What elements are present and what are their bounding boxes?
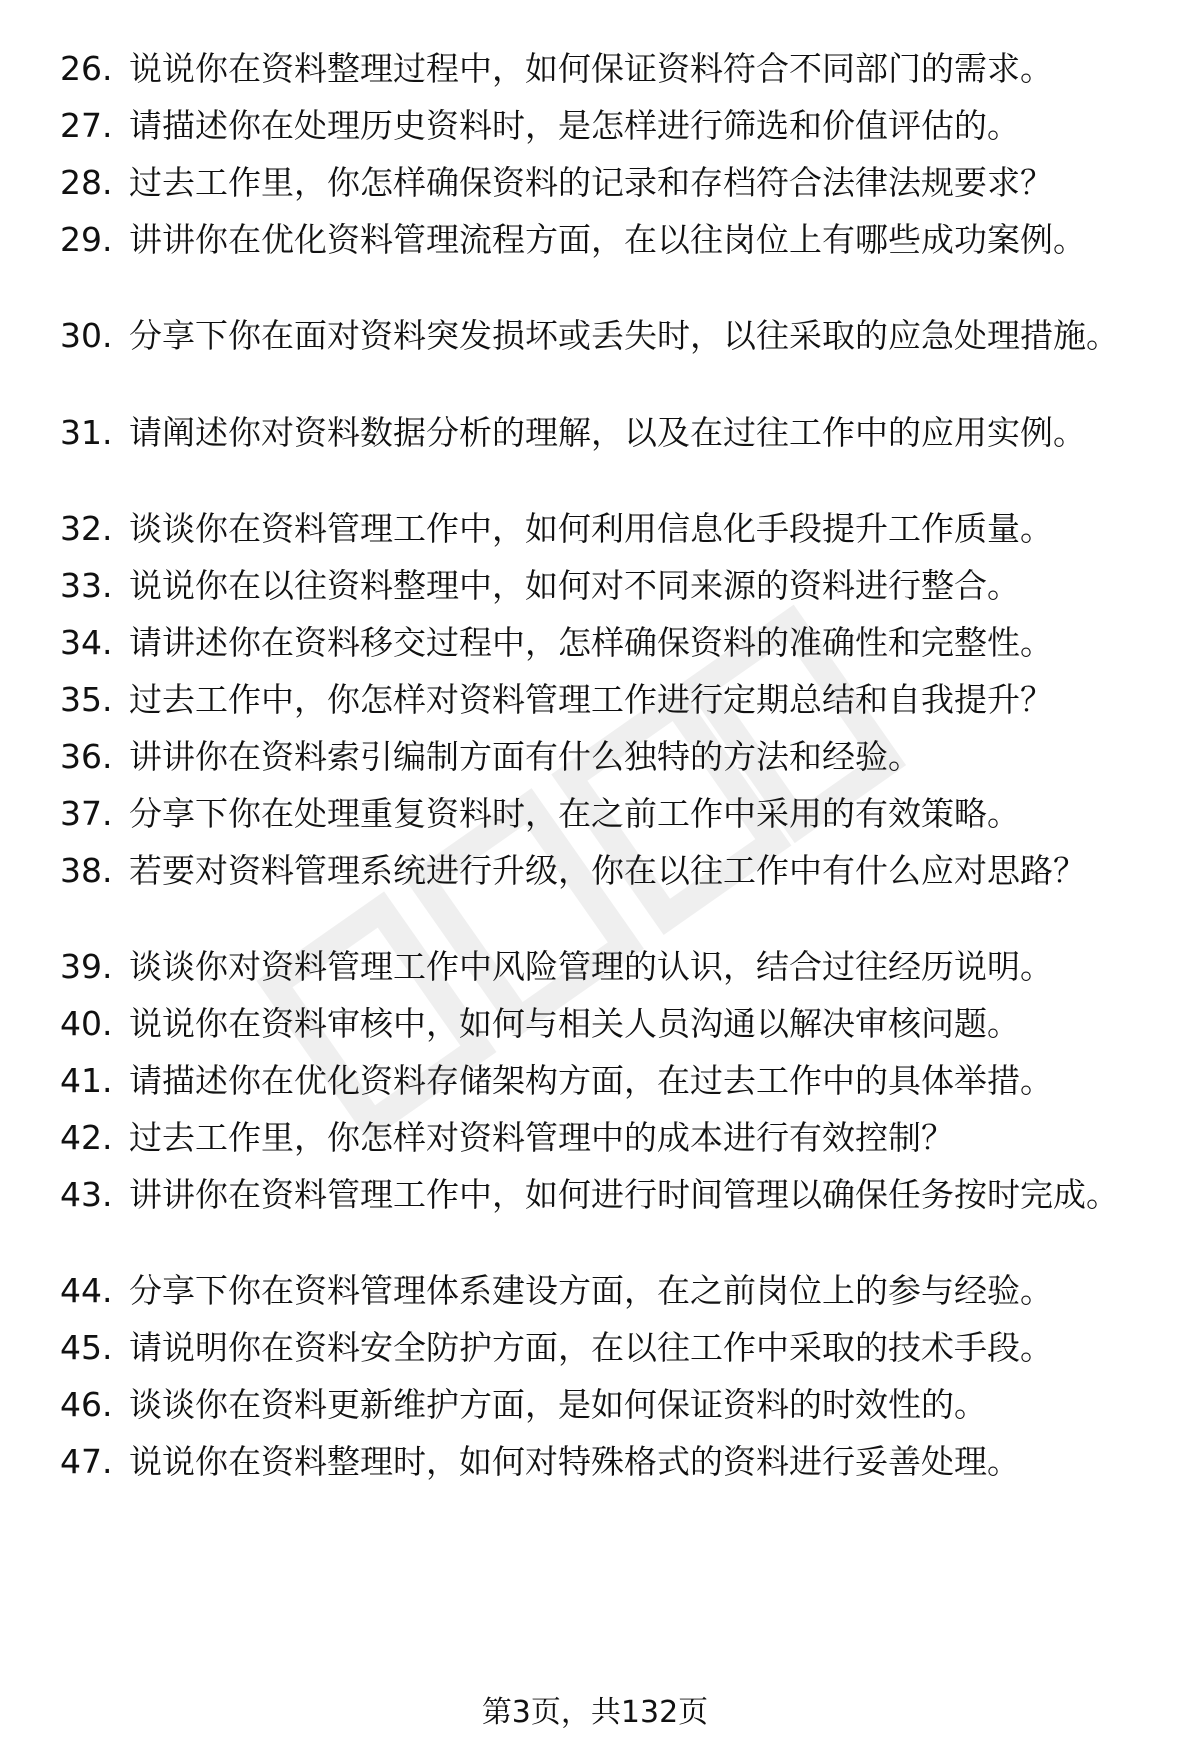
question-text: 讲讲你在优化资料管理流程方面，在以往岗位上有哪些成功案例。: [129, 220, 1086, 259]
question-text: 说说你在资料审核中，如何与相关人员沟通以解决审核问题。: [129, 1004, 1020, 1043]
question-number: 41.: [60, 1061, 113, 1100]
question-text: 请说明你在资料安全防护方面，在以往工作中采取的技术手段。: [129, 1328, 1053, 1367]
question-text: 分享下你在面对资料突发损坏或丢失时，以往采取的应急处理措施。: [129, 316, 1119, 355]
question-number: 43.: [60, 1175, 113, 1214]
question-item: [60, 162, 1150, 204]
question-number: 34.: [60, 623, 113, 662]
question-text: 谈谈你对资料管理工作中风险管理的认识，结合过往经历说明。: [129, 947, 1053, 986]
question-number: 30.: [60, 316, 113, 355]
question-item: [60, 1003, 1150, 1045]
question-item: [60, 315, 1150, 357]
question-text: 讲讲你在资料管理工作中，如何进行时间管理以确保任务按时完成。: [129, 1175, 1119, 1214]
question-number: 28.: [60, 163, 113, 202]
question-text: 说说你在资料整理过程中，如何保证资料符合不同部门的需求。: [129, 49, 1053, 88]
question-item: [60, 850, 1150, 892]
question-number: 44.: [60, 1271, 113, 1310]
question-number: 46.: [60, 1385, 113, 1424]
question-number: 29.: [60, 220, 113, 259]
question-item: [60, 736, 1150, 778]
question-item: [60, 1327, 1150, 1369]
question-number: 47.: [60, 1442, 113, 1481]
question-number: 35.: [60, 680, 113, 719]
question-number: 38.: [60, 851, 113, 890]
question-number: 42.: [60, 1118, 113, 1157]
question-item: [60, 1384, 1150, 1426]
question-text: 请阐述你对资料数据分析的理解，以及在过往工作中的应用实例。: [129, 413, 1086, 452]
question-item: [60, 1060, 1150, 1102]
question-number: 26.: [60, 49, 113, 88]
question-item: [60, 48, 1150, 90]
question-item: [60, 508, 1150, 550]
question-item: [60, 946, 1150, 988]
question-text: 请描述你在处理历史资料时，是怎样进行筛选和价值评估的。: [129, 106, 1020, 145]
question-text: 说说你在资料整理时，如何对特殊格式的资料进行妥善处理。: [129, 1442, 1020, 1481]
question-text: 讲讲你在资料索引编制方面有什么独特的方法和经验。: [129, 737, 921, 776]
question-text: 分享下你在资料管理体系建设方面，在之前岗位上的参与经验。: [129, 1271, 1053, 1310]
question-item: [60, 679, 1150, 721]
question-number: 32.: [60, 509, 113, 548]
question-text: 过去工作中，你怎样对资料管理工作进行定期总结和自我提升？: [129, 680, 1053, 719]
question-text: 请描述你在优化资料存储架构方面，在过去工作中的具体举措。: [129, 1061, 1053, 1100]
question-text: 谈谈你在资料更新维护方面，是如何保证资料的时效性的。: [129, 1385, 987, 1424]
question-item: [60, 1270, 1150, 1312]
question-item: [60, 1174, 1150, 1216]
question-text: 过去工作里，你怎样确保资料的记录和存档符合法律法规要求？: [129, 163, 1053, 202]
question-item: [60, 219, 1150, 261]
question-number: 37.: [60, 794, 113, 833]
question-text: 分享下你在处理重复资料时，在之前工作中采用的有效策略。: [129, 794, 1020, 833]
question-number: 33.: [60, 566, 113, 605]
page-number-footer: 第3页，共132页: [481, 1695, 709, 1730]
question-text: 请讲述你在资料移交过程中，怎样确保资料的准确性和完整性。: [129, 623, 1053, 662]
question-item: [60, 793, 1150, 835]
question-item: [60, 1117, 1150, 1159]
question-item: [60, 105, 1150, 147]
question-text: 说说你在以往资料整理中，如何对不同来源的资料进行整合。: [129, 566, 1020, 605]
question-number: 39.: [60, 947, 113, 986]
question-number: 36.: [60, 737, 113, 776]
question-number: 27.: [60, 106, 113, 145]
question-number: 40.: [60, 1004, 113, 1043]
question-number: 31.: [60, 413, 113, 452]
question-text: 过去工作里，你怎样对资料管理中的成本进行有效控制？: [129, 1118, 954, 1157]
question-text: 谈谈你在资料管理工作中，如何利用信息化手段提升工作质量。: [129, 509, 1053, 548]
question-item: [60, 622, 1150, 664]
question-item: [60, 412, 1150, 454]
question-item: [60, 1441, 1150, 1483]
question-number: 45.: [60, 1328, 113, 1367]
question-text: 若要对资料管理系统进行升级，你在以往工作中有什么应对思路？: [129, 851, 1086, 890]
question-item: [60, 565, 1150, 607]
